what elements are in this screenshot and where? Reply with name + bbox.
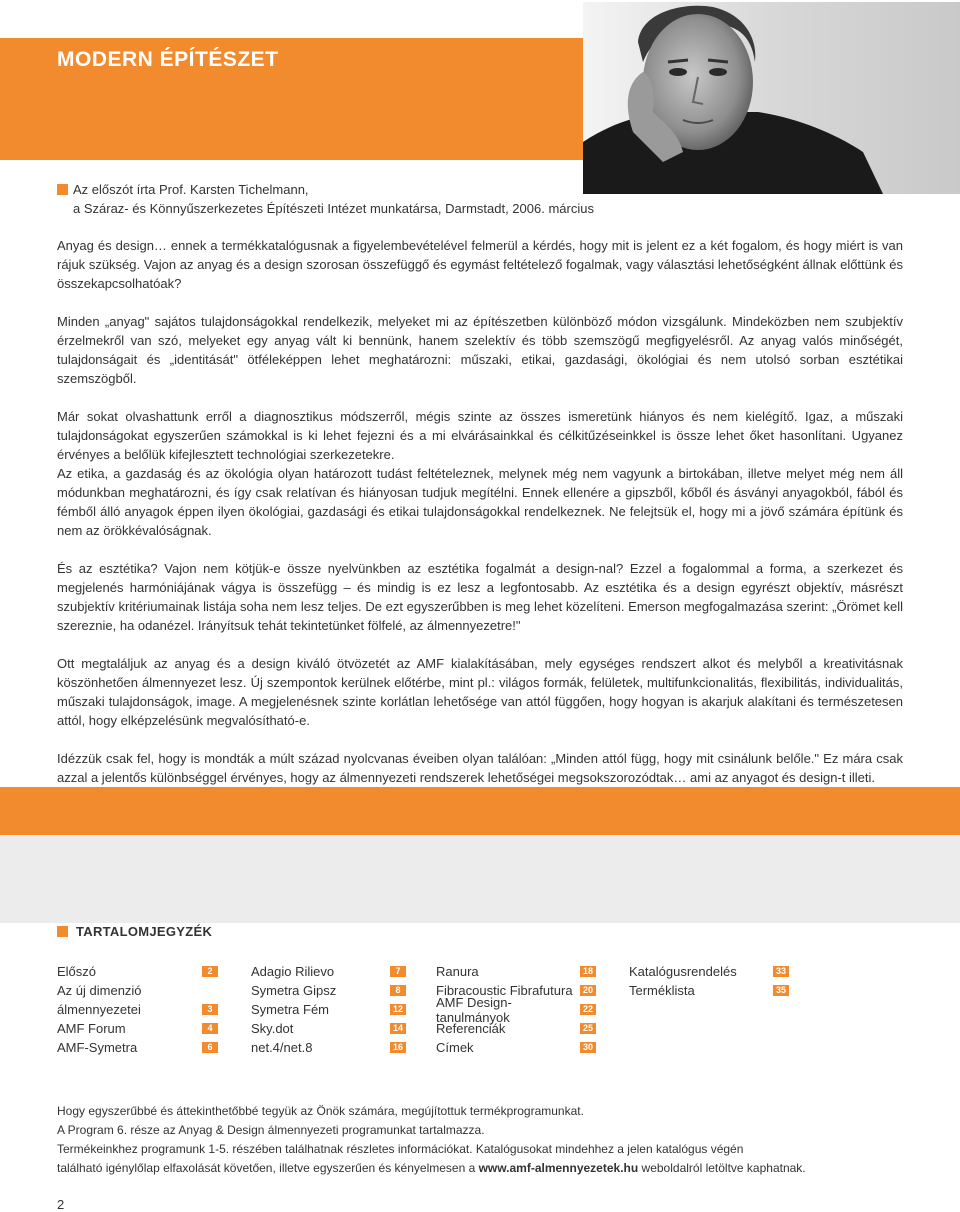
footer-text: található igénylőlap elfaxolását követően, illetve egyszerűen és kényelmesen a [57, 1161, 479, 1175]
toc-item[interactable] [629, 962, 789, 981]
toc-item-label: Symetra Gipsz [251, 983, 337, 998]
footer-line: A Program 6. része az Anyag & Design álmennyezeti programunkat tartalmazza. [57, 1123, 485, 1137]
toc-page-badge: 14 [390, 1023, 406, 1034]
toc-item[interactable] [251, 1038, 406, 1057]
footer-line: Hogy egyszerűbbé és áttekinthetőbbé tegyük az Önök számára, megújítottuk termékprogramunkat. [57, 1104, 584, 1118]
toc-item-label: Adagio Rilievo [251, 964, 335, 979]
toc-page-badge: 22 [580, 1004, 596, 1015]
page-number: 2 [57, 1197, 65, 1212]
article-paragraph: Ott megtaláljuk az anyag és a design kiváló ötvözetét az AMF kialakításában, mely egységes rendszert alkot és melyből a kreativitásnak köszönhetően álmennyezet lesz. Új szempontok kerülnek előtérbe, mint pl.: világos formák, felületek, multifunkcionalitás, flexibilitás, individualitás, műszaki tulajdonságok, image. A megjelenésnek szinte korlátlan lehetősége van attól függően, hogy hogyan is akarjuk alakítani és természetesen attól, hogy elképzelésünk megvalósítható-e. [57, 656, 903, 728]
toc-page-badge: 25 [580, 1023, 596, 1034]
toc-item-label: Katalógusrendelés [629, 964, 737, 979]
page-title: MODERN ÉPÍTÉSZET [57, 48, 279, 71]
footer-line [57, 1159, 917, 1178]
article-paragraph: Már sokat olvashattunk erről a diagnosztikus módszerről, mégis szinte az összes ismeretünk hiányos és nem kielégítő. Igaz, a műszaki tulajdonságokat egyszerűen számokkal is ki lehet fejezni és a mi elvárásainkkal és célkitűzéseinkkel is össze lehet őket hasonlítani. Ugyanez érvényes a belőlük kifejlesztett technológiai szerkezetekre. [57, 409, 903, 462]
grey-panel [0, 835, 960, 923]
toc-page-badge: 7 [390, 966, 406, 977]
toc-item-label: AMF Design-tanulmányok [436, 994, 512, 1025]
foreword-credit [57, 180, 617, 218]
portrait-photo [583, 2, 960, 194]
article-paragraph: És az esztétika? Vajon nem kötjük-e össze nyelvünkben az esztétika fogalmát a design-nal? Ezzel a fogalommal a forma, a szerkezet és megjelenés harmóniájának vágya is összefügg – és mindig is ez lesz a legfontosabb. Az esztétika és a design egyrészt objektív, másrészt szubjektív kritériumainak listája soha nem lesz teljes. De ezt egyszerűbben is meg lehet közelíteni. Emerson megfogalmazása szerint: „Örömet kell szereznie, ha odanézel. Irányítsuk tehát tekintetünket fölfelé, az álmennyezetre!" [57, 561, 903, 633]
toc-item-label: Sky.dot [251, 1021, 294, 1036]
toc-item-label: álmennyezetei [57, 1002, 141, 1017]
toc-page-badge: 4 [202, 1023, 218, 1034]
toc-item-label: net.4/net.8 [251, 1040, 313, 1055]
toc-item[interactable] [57, 981, 218, 1000]
orange-square-icon [57, 926, 68, 937]
toc-item-label: Címek [436, 1040, 474, 1055]
toc-column-1 [57, 962, 218, 1057]
article-paragraph: Idézzük csak fel, hogy is mondták a múlt század nyolcvanas éveiben olyan találóan: „Minden attól függ, hogy mit csinálunk belőle." Ez mára csak azzal a jelentős különbséggel érvényes, hogy az álmennyezeti rendszerek lehetőségei megsokszorozódtak… ami az anyagot és design-t illeti. [57, 751, 903, 785]
toc-page-badge: 6 [202, 1042, 218, 1053]
toc-page-badge: 3 [202, 1004, 218, 1015]
toc-page-badge: 2 [202, 966, 218, 977]
toc-column-2 [251, 962, 406, 1057]
toc-item-label: AMF-Symetra [57, 1040, 138, 1055]
toc-item-label: Terméklista [629, 983, 695, 998]
toc-item-label: Referenciák [436, 1021, 506, 1036]
orange-square-icon [57, 184, 68, 195]
foreword-affiliation: a Száraz- és Könnyűszerkezetes Építészeti Intézet munkatársa, Darmstadt, 2006. március [73, 201, 594, 216]
website-link[interactable]: www.amf-almennyezetek.hu [478, 1161, 639, 1175]
toc-item-label: Symetra Fém [251, 1002, 330, 1017]
toc-item[interactable] [57, 1038, 218, 1057]
toc-column-3 [436, 962, 596, 1057]
toc-item[interactable] [57, 1000, 218, 1019]
toc-item-label: AMF Forum [57, 1021, 126, 1036]
author-portrait [583, 2, 960, 194]
toc-page-badge: 18 [580, 966, 596, 977]
article-paragraph: Az etika, a gazdaság és az ökológia olyan határozott tudást feltételeznek, melynek még nem vagyunk a birtokában, illetve melyet még nem áll módunkban meghatározni, és így csak relatívan és hiányosan tudjuk megítélni. Ennek ellenére a gipszből, kőből és ásványi anyagokból, fából és fémből álló anyagok éppen ilyen ökológiai, gazdasági és etikai tulajdonságokkal rendelkeznek. Ne felejtsük el, hogy mi a jövő számára építünk és nem az örökkévalóságnak. [57, 466, 903, 538]
toc-heading-label: TARTALOMJEGYZÉK [76, 924, 213, 939]
toc-item[interactable] [57, 962, 218, 981]
toc-page-badge: 30 [580, 1042, 596, 1053]
toc-column-4 [629, 962, 789, 1000]
toc-item[interactable] [251, 981, 406, 1000]
article-paragraph: Anyag és design… ennek a termékkatalógusnak a figyelembevételével felmerül a kérdés, hogy mit is jelent ez a két fogalom, és hogy miért is van rájuk szükség. Vajon az anyag és a design szorosan összefüggő és egymást feltételező fogalmak, vagy választási lehetőségként állnak előttünk és összekapcsolhatóak? [57, 238, 903, 291]
toc-item[interactable] [251, 1000, 406, 1019]
footer-line: Termékeinkhez programunk 1-5. részében találhatnak részletes információkat. Katalógusokat mindehhez a jelen katalógus végén [57, 1142, 744, 1156]
toc-item-label: Ranura [436, 964, 479, 979]
footer-notes [57, 1102, 917, 1178]
foreword-author: Az előszót írta Prof. Karsten Tichelmann, [73, 182, 309, 197]
toc-page-badge: 33 [773, 966, 789, 977]
toc-item[interactable] [436, 962, 596, 981]
toc-page-badge: 20 [580, 985, 596, 996]
article-paragraph: Minden „anyag" sajátos tulajdonságokkal rendelkezik, melyeket mi az építészetben különböző módon vizsgálunk. Mindeközben nem szubjektív érzelmekről van szó, melyeket egy anyag vált ki bennünk, hanem szelektív és több szemszögű megfigyelésről. Az anyag valós minőségét, tulajdonságait és „identitását" ötféleképpen lehet meghatározni: műszaki, etikai, gazdasági, ökológiai és nem utolsó sorban esztétikai szemszögből. [57, 314, 903, 386]
article-body [57, 236, 903, 787]
orange-divider-band [0, 787, 960, 835]
toc-page-badge: 35 [773, 985, 789, 996]
toc-item-label: Előszó [57, 964, 97, 979]
toc-item[interactable] [436, 994, 596, 1025]
footer-text: weboldalról letöltve kaphatnak. [638, 1161, 806, 1175]
toc-page-badge: 16 [390, 1042, 406, 1053]
toc-page-badge: 8 [390, 985, 406, 996]
toc-item-label: Fibracoustic Fibrafutura [436, 983, 573, 998]
toc-item[interactable] [57, 1019, 218, 1038]
toc-item[interactable] [629, 981, 789, 1000]
toc-item[interactable] [436, 1038, 596, 1057]
toc-item-label: Az új dimenzió [57, 983, 142, 998]
toc-item[interactable] [251, 1019, 406, 1038]
toc-item[interactable] [251, 962, 406, 981]
toc-heading [57, 924, 212, 939]
toc-page-badge: 12 [390, 1004, 406, 1015]
